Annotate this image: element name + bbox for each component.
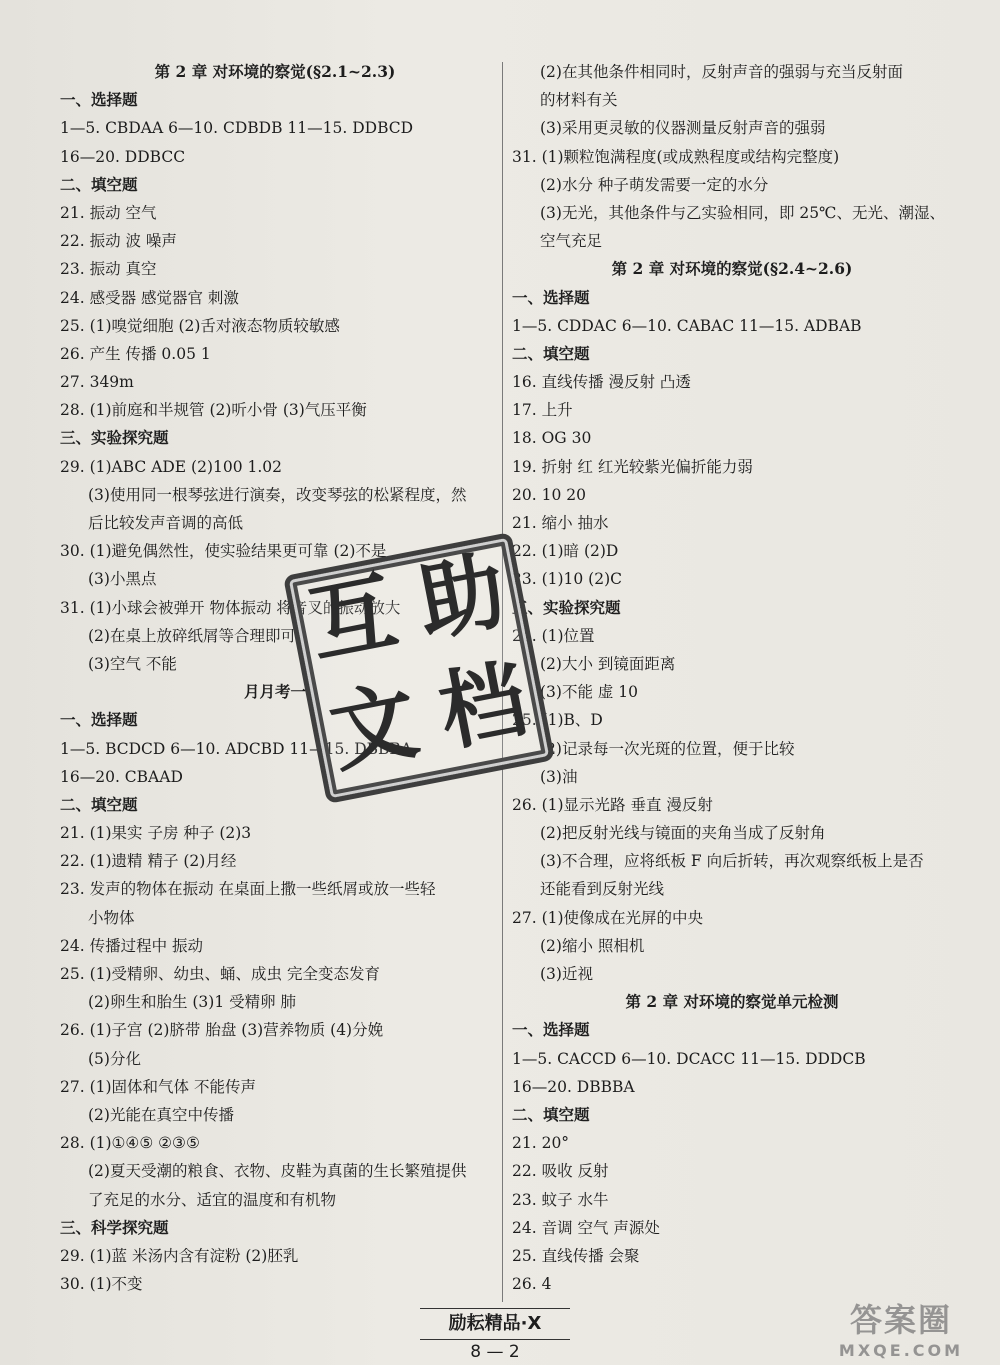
section-heading: 二、填空题 [60,794,138,814]
answer-line: 还能看到反射光线 [540,880,665,899]
answer-line: 22. (1)暗 (2)D [512,542,619,561]
site-watermark [816,1295,986,1360]
answer-line: 23. 振动 真空 [60,260,157,279]
answer-line: 22. (1)遗精 精子 (2)月经 [60,852,237,871]
answer-line: 31. (1)小球会被弹开 物体振动 将音叉的振动放大 [60,598,401,617]
section-heading: 二、填空题 [60,174,138,194]
stamp-char: 档 [431,649,535,764]
answer-line: 22. 吸收 反射 [512,1162,609,1181]
answer-line: (5)分化 [88,1049,141,1068]
answer-line: 25. (1)嗅觉细胞 (2)舌对液态物质较敏感 [60,316,340,335]
answer-line: 16—20. DBBBA [512,1077,635,1096]
section-heading: 三、科学探究题 [60,1217,169,1237]
watermark-name: 答案圈 [849,1301,952,1339]
answer-line: 了充足的水分、适宜的温度和有机物 [88,1190,337,1209]
answer-line: 16—20. DDBCC [60,147,186,166]
answer-line: 26. (1)子宫 (2)脐带 胎盘 (3)营养物质 (4)分娩 [60,1021,384,1040]
answer-line: 23. (1)10 (2)C [512,570,622,589]
answer-line: (2)把反射光线与镜面的夹角当成了反射角 [540,824,826,843]
answer-line: 1—5. CBDAA 6—10. CDBDB 11—15. DDBCD [60,119,414,138]
answer-line: 21. (1)果实 子房 种子 (2)3 [60,824,252,843]
answer-line: 26. 产生 传播 0.05 1 [60,344,211,363]
answer-line: 25. 直线传播 会聚 [512,1246,640,1265]
answer-line: (3)不合理，应将纸板 F 向后折转，再次观察纸板上是否 [540,852,924,871]
right-column [512,58,952,1298]
watermark-url: MXQE.COM [838,1341,964,1360]
answer-line: 空气充足 [540,232,603,251]
answer-line: (3)空气 不能 [88,654,177,673]
answer-line: 25. (1)B、D [512,711,603,730]
answer-line: 24. 传播过程中 振动 [60,936,204,955]
answer-line: (2)水分 种子萌发需要一定的水分 [540,175,769,194]
answer-line: 27. (1)固体和气体 不能传声 [60,1077,256,1096]
answer-line: (2)卵生和胎生 (3)1 受精卵 肺 [88,993,297,1012]
answer-line: 26. 4 [512,1275,552,1294]
chapter-heading: 第 2 章 对环境的察觉(§2.4~2.6) [611,259,853,279]
answer-line: 30. (1)避免偶然性，使实验结果更可靠 (2)不是 [60,542,387,561]
answer-line: (3)无光，其他条件与乙实验相同，即 25℃、无光、潮湿、 [540,203,945,222]
answer-line: (2)大小 到镜面距离 [540,654,676,673]
answer-line: (2)缩小 照相机 [540,936,645,955]
section-heading: 一、选择题 [512,1020,590,1040]
answer-line: 24. (1)位置 [512,626,595,645]
stamp-char: 互 [301,561,405,676]
section-heading: 三、实验探究题 [512,597,621,617]
answer-line: (2)在其他条件相同时，反射声音的强弱与充当反射面 [540,63,903,81]
answer-line: 31. (1)颗粒饱满程度(或成熟程度或结构完整度) [512,147,840,166]
answer-line: 1—5. BCDCD 6—10. ADCBD 11—15. DBBBA [60,739,413,758]
section-heading: 一、选择题 [60,710,138,730]
answer-line: 16—20. CBAAD [60,767,183,786]
answer-line: 25. (1)受精卵、幼虫、蛹、成虫 完全变态发育 [60,965,380,983]
answer-line: 的材料有关 [540,91,618,110]
answer-line: (3)使用同一根琴弦进行演奏，改变琴弦的松紧程度，然 [88,485,467,504]
chapter-heading: 第 2 章 对环境的察觉单元检测 [625,992,839,1012]
answer-line: 小物体 [88,908,135,927]
page-number: 8 — 2 [470,1342,520,1362]
stamp-char: 助 [410,540,514,655]
stamp-char: 文 [322,670,426,785]
section-heading: 三、实验探究题 [60,428,169,448]
answer-line: (3)不能 虚 10 [540,683,639,702]
answer-line: 29. (1)蓝 米汤内含有淀粉 (2)胚乳 [60,1246,299,1265]
answer-line: (3)小黑点 [88,570,157,589]
answer-line: 22. 振动 波 噪声 [60,232,177,251]
answer-line: 1—5. CDDAC 6—10. CABAC 11—15. ADBAB [512,316,862,335]
answer-line: (2)夏天受潮的粮食、衣物、皮鞋为真菌的生长繁殖提供 [88,1162,467,1181]
answer-line: 18. OG 30 [512,429,592,448]
answer-line: (3)采用更灵敏的仪器测量反射声音的强弱 [540,119,826,138]
answer-line: (2)记录每一次光斑的位置，便于比较 [540,739,795,758]
answer-line: 21. 振动 空气 [60,203,157,222]
answer-line: 23. 蚊子 水牛 [512,1190,609,1209]
answer-line: (3)油 [540,767,578,786]
answer-line: 1—5. CACCD 6—10. DCACC 11—15. DDDCB [512,1049,866,1068]
answer-line: 30. (1)不变 [60,1275,143,1294]
answer-line: 23. 发声的物体在振动 在桌面上撒一些纸屑或放一些轻 [60,880,436,899]
section-heading: 一、选择题 [512,287,590,307]
answer-line: (3)近视 [540,965,593,983]
answer-line: 后比较发声音调的高低 [88,514,244,532]
answer-line: 16. 直线传播 漫反射 凸透 [512,373,691,392]
answer-line: 24. 感受器 感觉器官 刺激 [60,288,239,307]
answer-line: 28. (1)前庭和半规管 (2)听小骨 (3)气压平衡 [60,401,367,420]
answer-line: 27. 349m [60,373,134,392]
section-heading: 一、选择题 [60,90,138,110]
book-title: 励耘精品·X [420,1308,570,1340]
answer-line: 24. 音调 空气 声源处 [512,1218,660,1237]
chapter-heading: 月月考一 [243,682,306,702]
answer-line: 21. 缩小 抽水 [512,514,609,532]
answer-line: (2)光能在真空中传播 [88,1105,234,1124]
answer-line: 20. 10 20 [512,485,586,504]
answer-line: (2)在桌上放碎纸屑等合理即可 [88,626,296,645]
answer-line: 27. (1)使像成在光屏的中央 [512,908,704,927]
section-heading: 二、填空题 [512,343,590,363]
chapter-heading: 第 2 章 对环境的察觉(§2.1~2.3) [154,62,396,81]
answer-line: 26. (1)显示光路 垂直 漫反射 [512,795,713,814]
help-doc-stamp [283,532,555,804]
answer-line: 21. 20° [512,1134,570,1153]
answer-line: 28. (1)①④⑤ ②③⑤ [60,1134,200,1153]
section-heading: 二、填空题 [512,1104,590,1124]
answer-line: 17. 上升 [512,401,573,420]
answer-line: 19. 折射 红 红光较紫光偏折能力弱 [512,457,753,476]
answer-line: 29. (1)ABC ADE (2)100 1.02 [60,457,283,476]
